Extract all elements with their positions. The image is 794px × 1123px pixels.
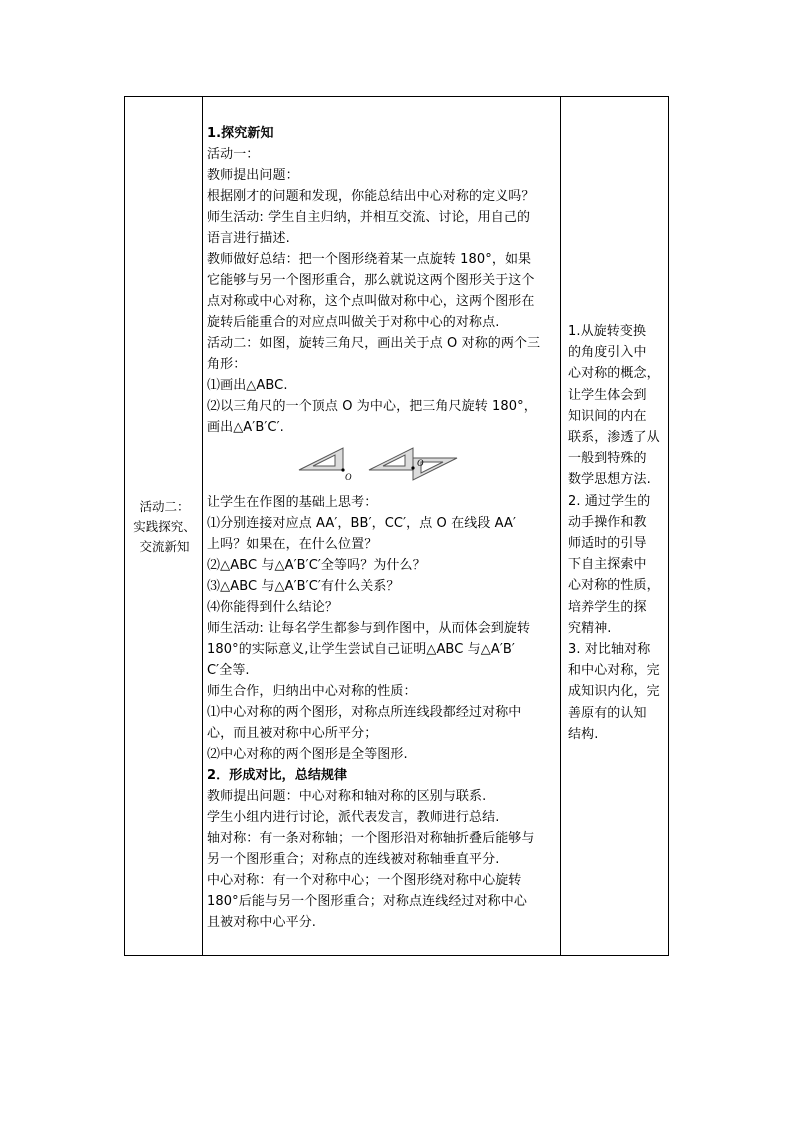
content-line: 根据刚才的问题和发现，你能总结出中心对称的定义吗？ bbox=[207, 189, 535, 204]
intent-line: 心对称的概念， bbox=[568, 366, 660, 382]
intent-line: 联系，渗透了从 bbox=[568, 430, 660, 446]
point-label: O bbox=[417, 458, 424, 468]
content-line: ⑴分别连接对应点 AA′，BB′，CC′，点 O 在线段 AA′ bbox=[207, 516, 517, 531]
content-line: ⑶△ABC 与△A′B′C′有什么关系？ bbox=[207, 579, 400, 594]
content-line: 且被对称中心平分. bbox=[207, 915, 317, 930]
column-divider bbox=[560, 97, 561, 955]
content-line: 学生小组内进行讨论，派代表发言，教师进行总结. bbox=[207, 810, 500, 825]
content-line: ⑵△ABC 与△A′B′C′全等吗？为什么？ bbox=[207, 558, 426, 573]
content-line: 画出△A′B′C′. bbox=[207, 420, 284, 435]
content-line: 另一个图形重合；对称点的连线被对称轴垂直平分. bbox=[207, 852, 500, 867]
content-line: 点对称或中心对称，这个点叫做对称中心，这两个图形在 bbox=[207, 294, 535, 309]
content-line: 师生活动: 让每名学生都参与到作图中，从而体会到旋转 bbox=[207, 621, 531, 636]
lesson-table bbox=[124, 96, 669, 956]
triangle-rotation-figure bbox=[207, 438, 560, 492]
content-line: 角形： bbox=[207, 357, 247, 372]
content-line: 心，而且被对称中心所平分； bbox=[207, 726, 378, 741]
intent-line: 的角度引入中 bbox=[568, 345, 647, 361]
content-line: ⑷你能得到什么结论？ bbox=[207, 600, 339, 615]
content-line: 180°的实际意义,让学生尝试自己证明△ABC 与△A′B′ bbox=[207, 642, 515, 657]
set-square-shape bbox=[369, 448, 413, 470]
content-line: 活动二：如图，旋转三角尺，画出关于点 O 对称的两个三 bbox=[207, 336, 541, 351]
content-line: ⑴画出△ABC. bbox=[207, 378, 288, 393]
content-line: 师生活动: 学生自主归纳，并相互交流、讨论，用自己的 bbox=[207, 210, 531, 225]
content-line: 教师提出问题：中心对称和轴对称的区别与联系. bbox=[207, 789, 487, 804]
design-intent-cell bbox=[568, 321, 666, 745]
column-divider bbox=[202, 97, 203, 955]
intent-line: 善原有的认知 bbox=[568, 705, 647, 721]
intent-line: 下自主探索中 bbox=[568, 557, 647, 573]
content-line: C′全等. bbox=[207, 663, 250, 678]
center-point bbox=[411, 466, 414, 469]
intent-line: 3. 对比轴对称 bbox=[568, 642, 651, 658]
content-line: 语言进行描述. bbox=[207, 231, 290, 246]
section-heading: 2．形成对比，总结规律 bbox=[207, 768, 348, 783]
intent-line: 动手操作和教 bbox=[568, 514, 647, 530]
intent-line: 1.从旋转变换 bbox=[568, 324, 647, 339]
rotated-set-square-hole bbox=[421, 462, 443, 473]
activity-label-line: 实践探究、 bbox=[133, 519, 196, 534]
intent-line: 培养学生的探 bbox=[568, 599, 647, 615]
activity-label bbox=[129, 497, 200, 557]
activity-label-line: 交流新知 bbox=[139, 539, 190, 554]
content-line: 教师做好总结：把一个图形绕着某一点旋转 180°，如果 bbox=[207, 252, 532, 267]
intent-line: 结构. bbox=[568, 726, 599, 742]
content-line: ⑵中心对称的两个图形是全等图形. bbox=[207, 747, 408, 762]
content-line: 轴对称：有一条对称轴；一个图形沿对称轴折叠后能够与 bbox=[207, 831, 535, 846]
content-line: 教师提出问题： bbox=[207, 168, 299, 183]
content-line: 师生合作，归纳出中心对称的性质： bbox=[207, 684, 417, 699]
content-line: ⑴中心对称的两个图形，对称点所连线段都经过对称中 bbox=[207, 705, 522, 720]
intent-line: 究精神. bbox=[568, 620, 612, 636]
content-cell bbox=[207, 123, 560, 933]
intent-line: 让学生体会到 bbox=[568, 387, 647, 403]
section-heading: 1.探究新知 bbox=[207, 126, 274, 141]
point-label: O bbox=[345, 472, 352, 482]
content-line: 活动一： bbox=[207, 147, 260, 162]
intent-line: 数学思想方法. bbox=[568, 472, 651, 488]
content-line: 中心对称：有一个对称中心；一个图形绕对称中心旋转 bbox=[207, 873, 522, 888]
set-square-shape bbox=[299, 448, 343, 470]
content-line: 它能够与另一个图形重合，那么就说这两个图形关于这个 bbox=[207, 273, 535, 288]
content-line: 上吗？如果在，在什么位置？ bbox=[207, 537, 378, 552]
intent-line: 一般到特殊的 bbox=[568, 451, 647, 467]
set-square-hole bbox=[383, 455, 405, 466]
set-square-hole bbox=[313, 455, 335, 466]
content-line: 旋转后能重合的对应点叫做关于对称中心的对称点. bbox=[207, 315, 500, 330]
content-line: 180°后能与另一个图形重合；对称点连线经过对称中心 bbox=[207, 894, 527, 909]
intent-line: 成知识内化，完 bbox=[568, 684, 660, 700]
content-line: ⑵以三角尺的一个顶点 O 为中心，把三角尺旋转 180°， bbox=[207, 399, 537, 414]
intent-line: 和中心对称，完 bbox=[568, 663, 660, 679]
set-square-diagram bbox=[297, 444, 467, 488]
intent-line: 心对称的性质， bbox=[568, 578, 660, 594]
intent-line: 知识间的内在 bbox=[568, 408, 647, 424]
activity-cell bbox=[125, 97, 202, 955]
intent-line: 2. 通过学生的 bbox=[568, 493, 651, 509]
activity-label-line: 活动二： bbox=[139, 499, 190, 514]
content-line: 让学生在作图的基础上思考： bbox=[207, 495, 378, 510]
intent-line: 师适时的引导 bbox=[568, 536, 647, 552]
